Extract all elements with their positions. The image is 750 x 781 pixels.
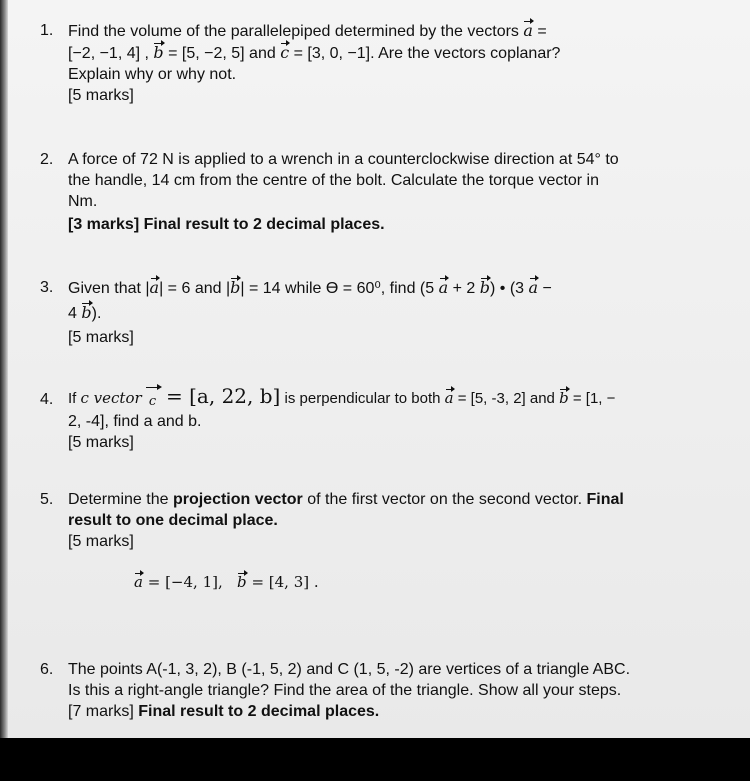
question-text: the handle, 14 cm from the centre of the bolt. Calculate the torque vector in: [68, 172, 599, 189]
question-number: 4.: [40, 391, 54, 408]
vector-a-value: [−2, −1, 4] ,: [68, 45, 149, 62]
question-text: ) • (3: [490, 280, 525, 297]
question-text: | = 6 and |: [159, 280, 231, 297]
vector-c-symbol: c: [280, 43, 290, 62]
question-text: is perpendicular to both: [284, 390, 441, 407]
question-text-bold: Final result to 2 decimal places.: [138, 703, 380, 720]
vector-formula: a = [−4, 1], b = [4, 3] .: [134, 573, 319, 591]
vector-a-symbol: a: [523, 21, 533, 40]
vector-a-symbol: a: [444, 389, 454, 407]
question-text: Determine the: [68, 491, 169, 508]
question-text-bold: result to one decimal place.: [68, 512, 278, 529]
vector-b-symbol: b: [479, 278, 490, 297]
question-text: = [5, -3, 2] and: [457, 390, 555, 407]
vector-a-symbol: a: [134, 573, 143, 591]
question-text: = [1, −: [572, 390, 616, 407]
question-text: −: [542, 280, 552, 297]
vector-b-symbol: b: [81, 303, 92, 322]
equals-sign: =: [537, 23, 547, 40]
vector-b-symbol: b: [559, 389, 569, 407]
question-number: 2.: [40, 151, 54, 168]
c-vector-value: = [a, 22, b]: [166, 384, 281, 408]
question-text: The points A(-1, 3, 2), B (-1, 5, 2) and C (1, 5, -2) are vertices of a triangle ABC.: [68, 661, 631, 678]
marks-label: [5 marks]: [68, 434, 134, 451]
question-text: ).: [91, 305, 102, 322]
question-text-bold: projection vector: [172, 491, 303, 508]
marks-label: [5 marks]: [68, 329, 134, 346]
question-text: If: [68, 390, 77, 407]
vector-b-value: = [5, −2, 5] and: [168, 45, 276, 62]
marks-label: [7 marks]: [68, 703, 134, 720]
question-text: A force of 72 N is applied to a wrench in a counterclockwise direction at 54° to: [68, 151, 619, 168]
vector-c-value: = [3, 0, −1]. Are the vectors coplanar?: [293, 45, 561, 62]
question-text: 2, -4], find a and b.: [68, 413, 202, 430]
vector-a-symbol: a: [438, 278, 449, 297]
question-text: Is this a right-angle triangle? Find the area of the triangle. Show all your steps.: [68, 682, 622, 699]
question-text: + 2: [452, 280, 476, 297]
question-text: of the first vector on the second vector.: [307, 491, 583, 508]
arrow-c-icon: c: [146, 385, 162, 403]
marks-label: [5 marks]: [68, 87, 134, 104]
question-number: 1.: [40, 22, 54, 39]
vector-b-symbol: b: [237, 573, 247, 591]
question-text: | = 14 while ϴ = 60⁰, find (5: [240, 280, 435, 297]
question-number: 6.: [40, 661, 54, 678]
marks-label: [3 marks] Final result to 2 decimal places.: [68, 216, 385, 233]
question-text: Find the volume of the parallelepiped determined by the vectors: [68, 23, 519, 40]
question-text: Nm.: [68, 193, 98, 210]
marks-label: [5 marks]: [68, 533, 134, 550]
question-text: Given that |: [68, 280, 150, 297]
vector-b-symbol: b: [230, 278, 241, 297]
page-edge-shadow: [0, 0, 8, 738]
question-text: Explain why or why not.: [68, 66, 237, 83]
vector-a-symbol: a: [528, 278, 539, 297]
question-number: 5.: [40, 491, 54, 508]
question-number: 3.: [40, 279, 54, 296]
vector-b-symbol: b: [153, 43, 164, 62]
question-text: 4: [68, 305, 77, 322]
vector-a-symbol: a: [149, 278, 160, 297]
c-vector-label: c vector: [80, 389, 142, 407]
question-text-bold: Final: [586, 491, 624, 508]
